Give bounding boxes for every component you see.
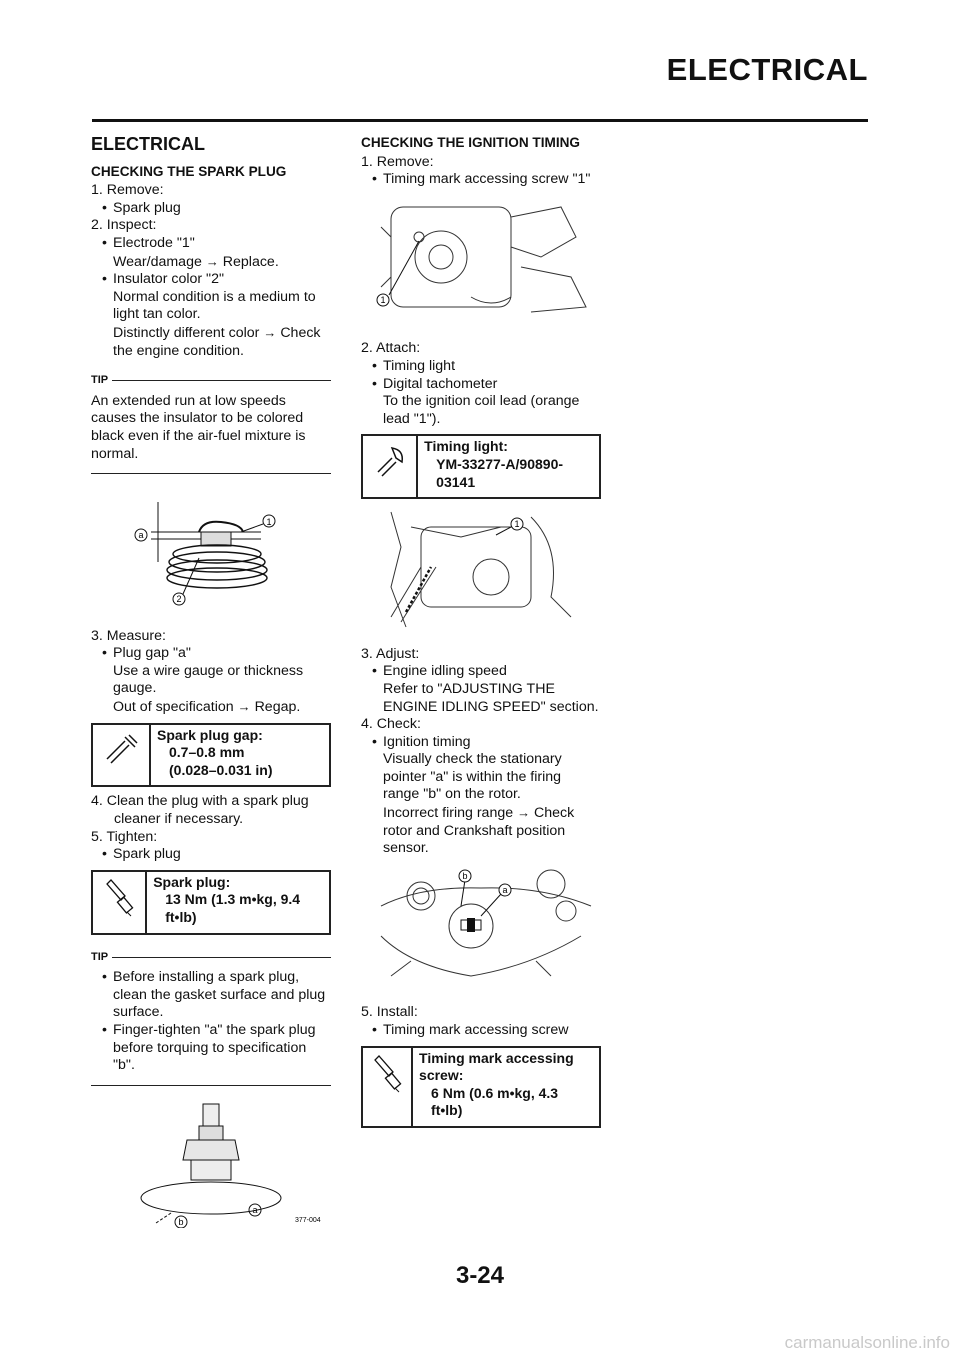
- electrode-note-action: Replace.: [222, 253, 279, 270]
- fig-label-1: 1: [514, 519, 520, 530]
- tip-bullet-finger-tighten: • Finger-tighten "a" the spark plug before torquing to specification "b".: [91, 1022, 331, 1075]
- fig-code: 377-004: [295, 1216, 321, 1224]
- middle-column: [361, 134, 601, 1134]
- spark-plug-tighten-figure: [91, 1098, 331, 1234]
- spec-title: Timing light:: [424, 438, 508, 455]
- spec-icon-cell: [363, 1048, 413, 1126]
- engine-left-figure: [361, 197, 601, 333]
- plug-gap-note-condition: Out of specification: [113, 699, 234, 716]
- tachometer-note: To the ignition coil lead (orange lead "1").: [383, 393, 580, 427]
- arrow-icon: →: [237, 699, 251, 715]
- section-title: ELECTRICAL: [91, 134, 205, 154]
- spec-value-torque: 6 Nm (0.6 m•kg, 4.3 ft•lb): [431, 1084, 559, 1119]
- left-column: [91, 134, 331, 1241]
- ignition-timing-note-2: [361, 804, 601, 858]
- spec-value-in: (0.028–0.031 in): [169, 761, 273, 778]
- bullet-plug-gap: • Plug gap "a": [91, 645, 331, 663]
- bullet-spark-plug-tighten: • Spark plug: [91, 846, 331, 864]
- header-rule: [92, 119, 868, 122]
- watermark: carmanualsonline.info: [784, 1333, 950, 1352]
- bullet-digital-tachometer: • Digital tachometer: [361, 376, 601, 394]
- step-check: 4. Check:: [361, 716, 421, 733]
- spec-box-spark-plug-torque: [91, 870, 331, 935]
- electrode-note: [91, 253, 331, 272]
- subsection-title-spark-plug: CHECKING THE SPARK PLUG: [91, 163, 287, 179]
- spec-value-part-number: YM-33277-A/90890-03141: [436, 455, 564, 490]
- spec-icon-cell: [93, 725, 151, 786]
- fig-label-a: a: [138, 530, 144, 541]
- fig-label-b: b: [178, 1216, 184, 1227]
- fig-label-a: a: [252, 1204, 258, 1215]
- torque-wrench-icon: [367, 1052, 407, 1096]
- tip-text: An extended run at low speeds causes the insulator to be colored black even if the air-fuel mixture is normal.: [91, 392, 306, 462]
- fig-label-1: 1: [266, 517, 272, 528]
- spark-plug-tighten-illustration: [91, 1098, 331, 1228]
- insulator-note-2: [91, 324, 331, 360]
- tip-rule: [112, 957, 331, 958]
- plug-gap-note: Use a wire gauge or thickness gauge.: [113, 662, 304, 697]
- fig-label-a: a: [502, 884, 508, 895]
- spec-box-timing-light: [361, 434, 601, 499]
- arrow-icon: →: [517, 805, 531, 821]
- spec-title: Spark plug gap:: [157, 726, 263, 743]
- spec-text: [147, 872, 329, 933]
- fig-label-b: b: [462, 870, 468, 881]
- bullet-ignition-timing: • Ignition timing: [361, 734, 601, 752]
- step-measure: 3. Measure:: [91, 627, 166, 644]
- spec-text: [151, 725, 279, 786]
- step-inspect: 2. Inspect:: [91, 217, 157, 234]
- ignition-coil-lead-illustration: [361, 507, 601, 632]
- tip-label-text: TIP: [91, 950, 109, 963]
- rotor-timing-illustration: [361, 866, 601, 991]
- gauge-tool-icon: [101, 729, 141, 769]
- torque-wrench-icon: [99, 876, 139, 920]
- ignition-timing-note: Visually check the stationary pointer "a" is within the firing range "b" on the rotor.: [383, 751, 562, 803]
- page-number: 3-24: [455, 1262, 505, 1289]
- engine-timing-screw-illustration: [361, 197, 601, 327]
- spec-icon-cell: [363, 436, 418, 497]
- spark-plug-gap-figure: [91, 502, 331, 618]
- spec-value-torque: 13 Nm (1.3 m•kg, 9.4 ft•lb): [165, 891, 301, 925]
- spark-plug-gap-illustration: [91, 502, 331, 612]
- rotor-timing-figure: [361, 866, 601, 997]
- step-clean: 4. Clean the plug with a spark plug cleaner if necessary.: [91, 793, 309, 828]
- bullet-electrode: • Electrode "1": [91, 235, 331, 253]
- ignition-coil-figure: [361, 507, 601, 638]
- special-tool-icon: [370, 440, 410, 480]
- fig-label-1: 1: [380, 294, 386, 305]
- bullet-timing-light: • Timing light: [361, 358, 601, 376]
- ignition-timing-note-action: Check rotor and Crankshaft position sensor.: [383, 805, 575, 857]
- spec-title: Spark plug:: [153, 873, 231, 890]
- fig-label-2: 2: [176, 594, 182, 605]
- step-remove: 1. Remove:: [91, 182, 164, 199]
- idling-speed-note: Refer to "ADJUSTING THE ENGINE IDLING SPEED" section.: [383, 680, 599, 715]
- header-title: ELECTRICAL: [666, 52, 868, 87]
- arrow-icon: →: [263, 324, 277, 340]
- insulator-note-action: Check the engine condition.: [113, 324, 321, 359]
- bullet-spark-plug: • Spark plug: [91, 200, 331, 218]
- step-attach: 2. Attach:: [361, 340, 421, 357]
- electrode-note-condition: Wear/damage: [113, 253, 202, 270]
- tip-box-2: [91, 949, 331, 1086]
- step-adjust: 3. Adjust:: [361, 645, 420, 662]
- bullet-timing-mark-screw-install: • Timing mark accessing screw: [361, 1022, 601, 1040]
- step-install: 5. Install:: [361, 1004, 418, 1021]
- spec-text: [413, 1048, 599, 1126]
- plug-gap-note-2: [91, 698, 331, 717]
- subsection-title-ignition-timing: CHECKING THE IGNITION TIMING: [361, 135, 581, 150]
- spec-box-spark-plug-gap: [91, 723, 331, 788]
- bullet-timing-mark-screw: • Timing mark accessing screw "1": [361, 171, 601, 189]
- spec-value-mm: 0.7–0.8 mm: [169, 744, 245, 761]
- insulator-note: Normal condition is a medium to light tan color.: [113, 288, 316, 323]
- spec-icon-cell: [93, 872, 147, 933]
- tip-label: [91, 949, 331, 967]
- bullet-idling-speed: • Engine idling speed: [361, 663, 601, 681]
- tip-bullet-clean-gasket: • Before installing a spark plug, clean the gasket surface and plug surface.: [91, 969, 331, 1022]
- insulator-note-condition: Distinctly different color: [113, 324, 260, 341]
- step-tighten: 5. Tighten:: [91, 828, 158, 845]
- tip-label-text: TIP: [91, 374, 109, 387]
- tip-label: [91, 372, 331, 390]
- step-remove: 1. Remove:: [361, 153, 434, 170]
- tip-box: [91, 372, 331, 474]
- plug-gap-note-action: Regap.: [254, 699, 301, 716]
- arrow-icon: →: [205, 253, 219, 269]
- ignition-timing-note-condition: Incorrect firing range: [383, 805, 514, 822]
- spec-text: [418, 436, 599, 497]
- spec-box-timing-mark-screw: [361, 1046, 601, 1128]
- tip-rule: [112, 380, 331, 381]
- spec-title: Timing mark accessing screw:: [419, 1049, 574, 1084]
- bullet-insulator: • Insulator color "2": [91, 271, 331, 289]
